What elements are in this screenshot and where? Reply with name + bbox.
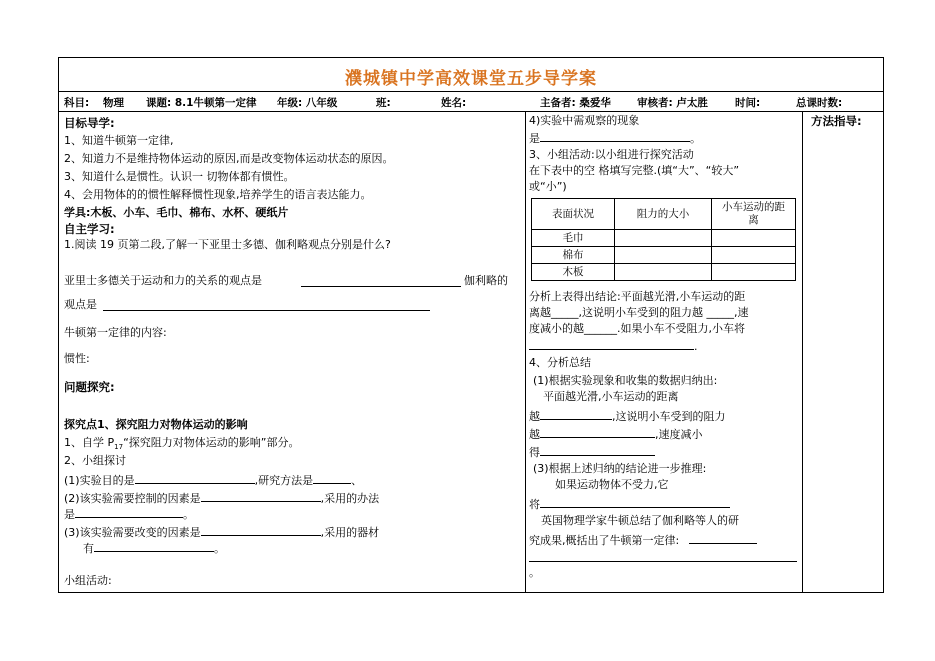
answer-blank[interactable] bbox=[540, 408, 612, 420]
q2-end: 。 bbox=[183, 508, 194, 521]
newton-law-label: 牛顿第一定律的内容: bbox=[64, 326, 167, 339]
goal-item: 1、知道牛顿第一定律, bbox=[64, 134, 174, 147]
data-table bbox=[531, 198, 796, 281]
galileo-label-2: 观点是 bbox=[64, 298, 97, 311]
table-row bbox=[532, 247, 796, 264]
answer-blank[interactable] bbox=[540, 444, 655, 456]
analysis-line: 离越_____,这说明小车受到的阻力越 _____,速 bbox=[529, 306, 749, 319]
table-header: 表面状况 bbox=[532, 199, 615, 230]
total-lessons-label: 总课时数: bbox=[796, 97, 843, 109]
explore-step-1a: 1、自学 P bbox=[64, 436, 115, 449]
q1-method: ,研究方法是 bbox=[254, 474, 314, 487]
sum10-text: 究成果,概括出了牛顿第一定律: bbox=[529, 534, 680, 547]
answer-blank[interactable] bbox=[75, 506, 183, 518]
answer-blank[interactable] bbox=[540, 426, 655, 438]
q1-label: (1)实验目的是 bbox=[64, 474, 135, 487]
answer-blank[interactable] bbox=[529, 338, 694, 350]
table-cell: 毛巾 bbox=[532, 230, 615, 247]
q3-cont: 有 bbox=[83, 542, 94, 555]
goal-item: 3、知道什么是惯性。认识一 切物体都有惯性。 bbox=[64, 170, 295, 183]
analysis-line bbox=[529, 338, 698, 354]
inertia-label: 惯性: bbox=[64, 352, 90, 365]
answer-blank[interactable] bbox=[689, 532, 757, 544]
tools-line: 学具:木板、小车、毛巾、棉布、水杯、硬纸片 bbox=[64, 206, 289, 219]
sum5-prefix: 得 bbox=[529, 446, 540, 459]
fill-instruction-2: 或“小”) bbox=[529, 180, 567, 193]
q2-label: (2)该实验需要控制的因素是 bbox=[64, 492, 201, 505]
observe-label: 4)实验中需观察的现象 bbox=[529, 114, 640, 127]
divider bbox=[59, 111, 883, 112]
time-label: 时间: bbox=[735, 97, 761, 109]
name-label: 姓名: bbox=[441, 97, 467, 109]
table-header: 小车运动的距离 bbox=[712, 199, 796, 230]
q2-method: ,采用的办法 bbox=[320, 492, 380, 505]
observe-end: 。 bbox=[690, 132, 701, 145]
table-cell: 棉布 bbox=[532, 247, 615, 264]
answer-blank[interactable] bbox=[313, 472, 351, 484]
summary-line: 英国物理学家牛顿总结了伽利略等人的研 bbox=[541, 514, 739, 527]
question-3 bbox=[64, 524, 379, 540]
summary-line: (1)根据实验现象和收集的数据归纳出: bbox=[533, 374, 718, 387]
summary-line: 如果运动物体不受力,它 bbox=[555, 478, 669, 491]
analysis-end: . bbox=[694, 340, 698, 353]
q3-end: 。 bbox=[214, 542, 225, 555]
goal-item: 2、知道力不是维持物体运动的原因,而是改变物体运动状态的原因。 bbox=[64, 152, 394, 165]
table-cell-blank[interactable] bbox=[712, 264, 796, 281]
summary-line bbox=[529, 426, 703, 442]
galileo-label: 伽利略的 bbox=[464, 274, 508, 287]
answer-blank[interactable] bbox=[201, 490, 321, 502]
q3-label: (3)该实验需要改变的因素是 bbox=[64, 526, 201, 539]
summary-end: 。 bbox=[529, 566, 540, 579]
goals-title: 目标导学: bbox=[64, 116, 115, 130]
answer-blank[interactable] bbox=[103, 299, 430, 311]
question-2-cont bbox=[64, 506, 194, 522]
summary-line bbox=[529, 532, 757, 548]
class-label: 班: bbox=[376, 97, 391, 109]
column-divider bbox=[802, 112, 803, 592]
preparer-label: 主备者: 桑爱华 bbox=[540, 97, 611, 109]
explore-step-1b: “探究阻力对物体运动的影响”部分。 bbox=[123, 436, 300, 449]
table-header: 阻力的大小 bbox=[615, 199, 712, 230]
column-divider bbox=[525, 112, 526, 592]
sum4-text: ,速度减小 bbox=[655, 428, 703, 441]
observe-prefix: 是 bbox=[529, 132, 540, 145]
table-cell-blank[interactable] bbox=[615, 264, 712, 281]
table-cell: 木板 bbox=[532, 264, 615, 281]
answer-blank[interactable] bbox=[540, 496, 730, 508]
goal-item: 4、会用物体的的惯性解释惯性现象,培养学生的语言表达能力。 bbox=[64, 188, 372, 201]
reviewer-label: 审核者: 卢太胜 bbox=[637, 97, 708, 109]
observe-line bbox=[529, 130, 701, 146]
answer-blank[interactable] bbox=[135, 472, 255, 484]
divider bbox=[59, 91, 883, 92]
method-guide-label: 方法指导: bbox=[811, 114, 862, 128]
table-row bbox=[532, 264, 796, 281]
fill-instruction: 在下表中的空 格填写完整.(填“大”、“较大” bbox=[529, 164, 740, 177]
grade-label: 年级: 八年级 bbox=[277, 97, 338, 109]
q2-cont: 是 bbox=[64, 508, 75, 521]
analysis-line: 分析上表得出结论:平面越光滑,小车运动的距 bbox=[529, 290, 746, 303]
explore-step-2: 2、小组探讨 bbox=[64, 454, 126, 467]
answer-blank[interactable] bbox=[529, 550, 797, 562]
answer-blank[interactable] bbox=[301, 275, 461, 287]
answer-blank[interactable] bbox=[201, 524, 321, 536]
table-cell-blank[interactable] bbox=[615, 230, 712, 247]
analysis-line: 度减小的越______.如果小车不受阻力,小车将 bbox=[529, 322, 745, 335]
table-cell-blank[interactable] bbox=[712, 230, 796, 247]
aristotle-label: 亚里士多德关于运动和力的关系的观点是 bbox=[64, 274, 262, 287]
sum8-prefix: 将 bbox=[529, 498, 540, 511]
activity-3: 3、小组活动:以小组进行探究活动 bbox=[529, 148, 694, 161]
summary-line: 平面越光滑,小车运动的距离 bbox=[543, 390, 679, 403]
problem-title: 问题探究: bbox=[64, 380, 115, 394]
table-header-row bbox=[532, 199, 796, 230]
table-cell-blank[interactable] bbox=[712, 247, 796, 264]
question-1 bbox=[64, 472, 362, 488]
page-title: 濮城镇中学高效课堂五步导学案 bbox=[345, 69, 597, 89]
sum3-prefix: 越 bbox=[529, 410, 540, 423]
summary-line bbox=[529, 408, 726, 424]
summary-title: 4、分析总结 bbox=[529, 356, 591, 369]
summary-line: (3)根据上述归纳的结论进一步推理: bbox=[533, 462, 707, 475]
q3-method: ,采用的器材 bbox=[320, 526, 380, 539]
table-cell-blank[interactable] bbox=[615, 247, 712, 264]
lesson-label: 课题: 8.1牛顿第一定律 bbox=[146, 97, 257, 109]
sum3-text: ,这说明小车受到的阻力 bbox=[612, 410, 726, 423]
summary-line bbox=[529, 444, 655, 460]
page-subscript: 17 bbox=[114, 443, 124, 452]
self-study-title: 自主学习: bbox=[64, 222, 115, 236]
self-study-question: 1.阅读 19 页第二段,了解一下亚里士多德、伽利略观点分别是什么? bbox=[64, 238, 391, 251]
answer-blank[interactable] bbox=[94, 540, 214, 552]
subject-label: 科目: bbox=[64, 97, 90, 109]
worksheet-frame bbox=[58, 57, 884, 593]
explore-title: 探究点1、探究阻力对物体运动的影响 bbox=[64, 418, 248, 431]
answer-blank[interactable] bbox=[540, 130, 690, 142]
summary-line bbox=[529, 496, 730, 512]
question-3-cont bbox=[83, 540, 225, 556]
group-activity-label: 小组活动: bbox=[64, 574, 112, 587]
explore-step-1 bbox=[64, 436, 299, 454]
sum4-prefix: 越 bbox=[529, 428, 540, 441]
question-2 bbox=[64, 490, 379, 506]
subject-value: 物理 bbox=[103, 97, 124, 109]
q1-end: 、 bbox=[351, 474, 363, 487]
table-row bbox=[532, 230, 796, 247]
